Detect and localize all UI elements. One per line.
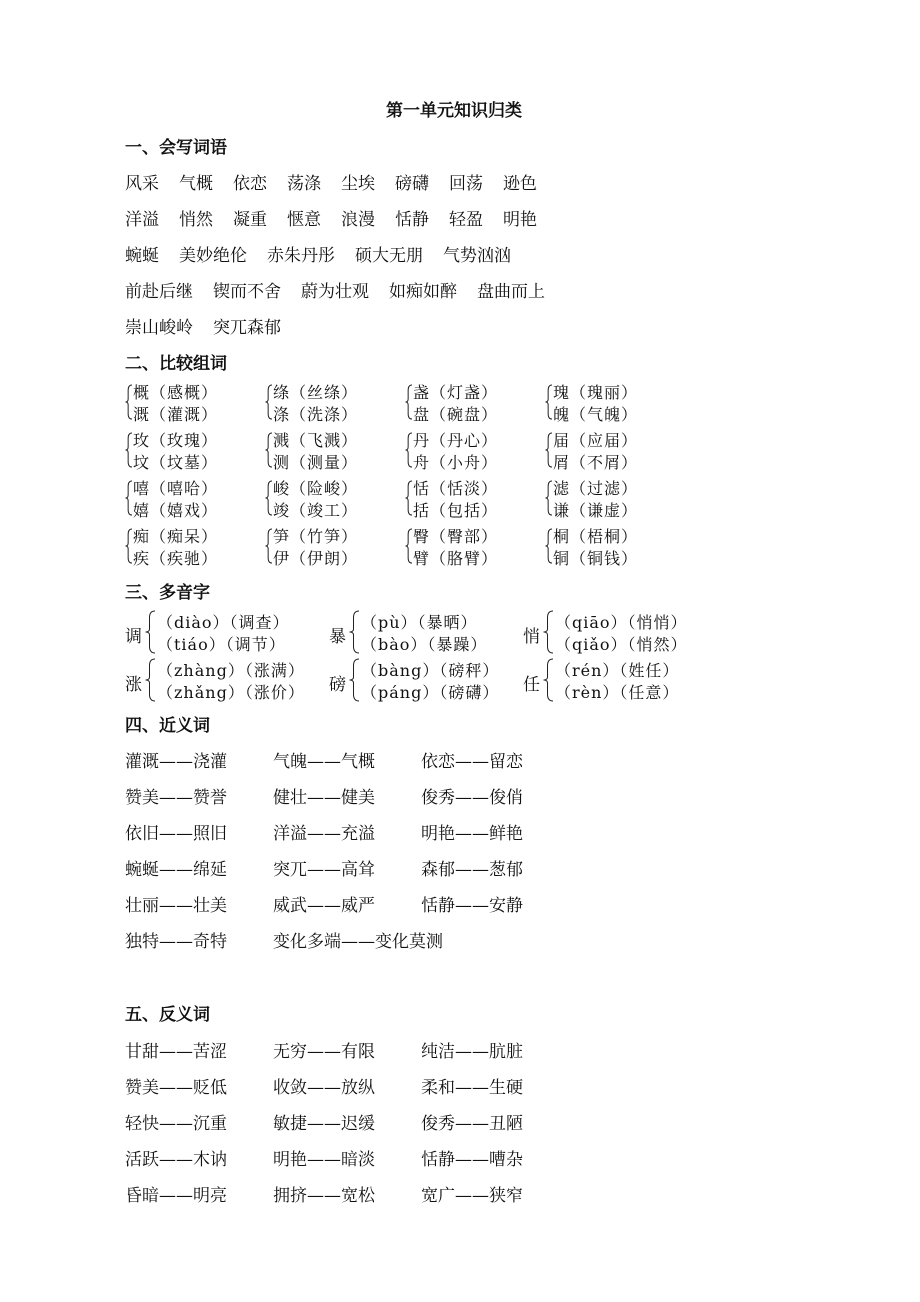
pronunciation-entry: （qiǎo）（悄然） <box>555 635 688 654</box>
pronunciation-entry: （páng）（磅礴） <box>361 683 500 702</box>
word-pair: 无穷——有限 <box>273 1042 375 1062</box>
pair-entry: 舟（小舟） <box>413 453 499 472</box>
word-pair: 蜿蜒——绵延 <box>125 860 227 880</box>
pair-entry: 臂（胳臂） <box>413 549 499 568</box>
vocab-word: 磅礴 <box>395 174 429 194</box>
polyphone-item <box>523 658 713 704</box>
vocab-word: 轻盈 <box>449 210 483 230</box>
polyphone-char: 调 <box>125 627 142 647</box>
char-pair <box>125 428 255 472</box>
word-pair: 灌溉——浇灌 <box>125 752 227 772</box>
pair-entry: 丹（丹心） <box>413 431 499 450</box>
pair-entry: 魄（气魄） <box>553 405 639 424</box>
vocab-line <box>125 205 557 230</box>
brace-icon <box>349 610 359 654</box>
vocab-word: 尘埃 <box>341 174 375 194</box>
pronunciation-entry: （zhàng）（涨满） <box>157 661 305 680</box>
section-heading-4: 四、近义词 <box>125 716 210 736</box>
section-heading-2: 二、比较组词 <box>125 354 227 374</box>
pair-entry: 嬉（嬉戏） <box>133 501 219 520</box>
brace-icon <box>405 528 412 564</box>
page-title: 第一单元知识归类 <box>386 101 522 121</box>
polyphone-char: 悄 <box>523 627 540 647</box>
pair-entry: 括（包括） <box>413 501 499 520</box>
brace-wrap <box>545 480 552 516</box>
pair-entry: 伊（伊朗） <box>273 549 359 568</box>
word-pair: 气魄——气概 <box>273 752 375 772</box>
word-pair: 健壮——健美 <box>273 788 375 808</box>
vocab-word: 依恋 <box>233 174 267 194</box>
section-heading-1: 一、会写词语 <box>125 138 227 158</box>
brace-wrap <box>125 528 132 564</box>
char-pair <box>545 524 675 568</box>
section-heading-3: 三、多音字 <box>125 583 210 603</box>
brace-wrap <box>265 480 272 516</box>
vocab-word: 突兀森郁 <box>213 318 281 338</box>
brace-icon <box>543 610 553 654</box>
polyphone-item <box>329 610 519 656</box>
pair-entry: 溅（飞溅） <box>273 431 359 450</box>
pair-entry: 概（感概） <box>133 383 219 402</box>
vocab-line <box>125 241 531 266</box>
vocab-word: 风采 <box>125 174 159 194</box>
vocab-word: 如痴如醉 <box>389 282 457 302</box>
char-pair <box>545 476 675 520</box>
pair-entry: 盘（碗盘） <box>413 405 499 424</box>
vocab-word: 硕大无朋 <box>355 246 423 266</box>
brace-icon <box>125 480 132 516</box>
word-pair: 恬静——安静 <box>421 896 523 916</box>
brace-icon <box>545 384 552 420</box>
brace-icon <box>125 384 132 420</box>
brace-wrap <box>405 432 412 468</box>
brace-icon <box>545 432 552 468</box>
word-pair: 变化多端——变化莫测 <box>273 932 443 952</box>
pair-entry: 桐（梧桐） <box>553 527 639 546</box>
pair-entry: 涤（洗涤） <box>273 405 359 424</box>
polyphone-char: 暴 <box>329 627 346 647</box>
word-pair: 突兀——高耸 <box>273 860 375 880</box>
pair-entry: 玫（玫瑰） <box>133 431 219 450</box>
brace-wrap <box>405 384 412 420</box>
vocab-word: 蜿蜒 <box>125 246 159 266</box>
word-pair: 依旧——照旧 <box>125 824 227 844</box>
brace-icon <box>265 528 272 564</box>
word-pair: 拥挤——宽松 <box>273 1186 375 1206</box>
brace-wrap <box>349 658 359 702</box>
brace-icon <box>543 658 553 702</box>
pair-entry: 绦（丝绦） <box>273 383 359 402</box>
polyphone-item <box>125 658 315 704</box>
word-pair: 轻快——沉重 <box>125 1114 227 1134</box>
vocab-word: 蔚为壮观 <box>301 282 369 302</box>
brace-wrap <box>265 432 272 468</box>
word-pair: 活跃——木讷 <box>125 1150 227 1170</box>
char-pair <box>265 476 395 520</box>
brace-wrap <box>265 528 272 564</box>
vocab-word: 明艳 <box>503 210 537 230</box>
pair-entry: 臀（臀部） <box>413 527 499 546</box>
word-pair: 纯洁——肮脏 <box>421 1042 523 1062</box>
vocab-word: 崇山峻岭 <box>125 318 193 338</box>
word-pair: 壮丽——壮美 <box>125 896 227 916</box>
brace-icon <box>125 528 132 564</box>
char-pair <box>405 524 535 568</box>
vocab-word: 荡涤 <box>287 174 321 194</box>
word-pair: 明艳——暗淡 <box>273 1150 375 1170</box>
brace-wrap <box>145 610 155 654</box>
pair-entry: 坟（坟墓） <box>133 453 219 472</box>
word-pair: 依恋——留恋 <box>421 752 523 772</box>
pair-entry: 笋（竹笋） <box>273 527 359 546</box>
vocab-word: 洋溢 <box>125 210 159 230</box>
brace-icon <box>145 658 155 702</box>
pair-entry: 铜（铜钱） <box>553 549 639 568</box>
pair-entry: 恬（恬淡） <box>413 479 499 498</box>
pronunciation-entry: （diào）（调查） <box>157 613 290 632</box>
brace-wrap <box>265 384 272 420</box>
vocab-word: 凝重 <box>233 210 267 230</box>
char-pair <box>265 380 395 424</box>
brace-icon <box>265 384 272 420</box>
char-pair <box>125 524 255 568</box>
brace-wrap <box>125 384 132 420</box>
word-pair: 俊秀——俊俏 <box>421 788 523 808</box>
brace-icon <box>349 658 359 702</box>
polyphone-char: 涨 <box>125 675 142 695</box>
word-pair: 明艳——鲜艳 <box>421 824 523 844</box>
word-pair: 赞美——贬低 <box>125 1078 227 1098</box>
char-pair <box>405 380 535 424</box>
brace-wrap <box>545 432 552 468</box>
pair-entry: 溉（灌溉） <box>133 405 219 424</box>
brace-wrap <box>543 658 553 702</box>
brace-wrap <box>145 658 155 702</box>
vocab-word: 恬静 <box>395 210 429 230</box>
polyphone-item <box>125 610 315 656</box>
brace-wrap <box>545 528 552 564</box>
brace-wrap <box>125 432 132 468</box>
char-pair <box>405 428 535 472</box>
brace-wrap <box>405 480 412 516</box>
pronunciation-entry: （bàng）（磅秤） <box>361 661 500 680</box>
pair-entry: 盏（灯盏） <box>413 383 499 402</box>
brace-icon <box>265 432 272 468</box>
vocab-word: 盘曲而上 <box>477 282 545 302</box>
polyphone-char: 任 <box>523 675 540 695</box>
vocab-word: 美妙绝伦 <box>179 246 247 266</box>
pair-entry: 测（测量） <box>273 453 359 472</box>
polyphone-item <box>329 658 519 704</box>
brace-icon <box>545 528 552 564</box>
brace-icon <box>405 384 412 420</box>
brace-icon <box>545 480 552 516</box>
pair-entry: 痴（痴呆） <box>133 527 219 546</box>
brace-wrap <box>125 480 132 516</box>
pronunciation-entry: （rén）（姓任） <box>555 661 680 680</box>
char-pair <box>545 428 675 472</box>
pair-entry: 滤（过滤） <box>553 479 639 498</box>
char-pair <box>125 380 255 424</box>
brace-wrap <box>349 610 359 654</box>
pair-entry: 瑰（瑰丽） <box>553 383 639 402</box>
brace-icon <box>265 480 272 516</box>
pair-entry: 屑（不屑） <box>553 453 639 472</box>
vocab-word: 回荡 <box>449 174 483 194</box>
char-pair <box>545 380 675 424</box>
word-pair: 独特——奇特 <box>125 932 227 952</box>
polyphone-char: 磅 <box>329 675 346 695</box>
char-pair <box>405 476 535 520</box>
word-pair: 甘甜——苦涩 <box>125 1042 227 1062</box>
polyphone-item <box>523 610 713 656</box>
pronunciation-entry: （tiáo）（调节） <box>157 635 286 654</box>
word-pair: 昏暗——明亮 <box>125 1186 227 1206</box>
brace-icon <box>405 432 412 468</box>
pronunciation-entry: （bào）（暴躁） <box>361 635 488 654</box>
vocab-line <box>125 313 301 338</box>
pronunciation-entry: （rèn）（任意） <box>555 683 680 702</box>
word-pair: 威武——威严 <box>273 896 375 916</box>
vocab-word: 气概 <box>179 174 213 194</box>
vocab-word: 锲而不舍 <box>213 282 281 302</box>
brace-icon <box>145 610 155 654</box>
vocab-word: 气势汹汹 <box>443 246 511 266</box>
vocab-line <box>125 169 557 194</box>
brace-wrap <box>405 528 412 564</box>
vocab-word: 前赴后继 <box>125 282 193 302</box>
vocab-word: 浪漫 <box>341 210 375 230</box>
word-pair: 森郁——葱郁 <box>421 860 523 880</box>
pair-entry: 疾（疾驰） <box>133 549 219 568</box>
word-pair: 俊秀——丑陋 <box>421 1114 523 1134</box>
brace-icon <box>125 432 132 468</box>
pair-entry: 届（应届） <box>553 431 639 450</box>
brace-icon <box>405 480 412 516</box>
char-pair <box>125 476 255 520</box>
pair-entry: 竣（竣工） <box>273 501 359 520</box>
word-pair: 宽广——狭窄 <box>421 1186 523 1206</box>
pair-entry: 峻（险峻） <box>273 479 359 498</box>
word-pair: 恬静——嘈杂 <box>421 1150 523 1170</box>
vocab-word: 惬意 <box>287 210 321 230</box>
vocab-line <box>125 277 565 302</box>
pronunciation-entry: （pù）（暴晒） <box>361 613 478 632</box>
vocab-word: 赤朱丹彤 <box>267 246 335 266</box>
vocab-word: 悄然 <box>179 210 213 230</box>
brace-wrap <box>545 384 552 420</box>
pronunciation-entry: （zhǎng）（涨价） <box>157 683 305 702</box>
pair-entry: 谦（谦虚） <box>553 501 639 520</box>
char-pair <box>265 428 395 472</box>
word-pair: 收敛——放纵 <box>273 1078 375 1098</box>
pair-entry: 嘻（嘻哈） <box>133 479 219 498</box>
word-pair: 赞美——赞誉 <box>125 788 227 808</box>
word-pair: 敏捷——迟缓 <box>273 1114 375 1134</box>
word-pair: 洋溢——充溢 <box>273 824 375 844</box>
vocab-word: 逊色 <box>503 174 537 194</box>
section-heading-5: 五、反义词 <box>125 1005 210 1025</box>
char-pair <box>265 524 395 568</box>
pronunciation-entry: （qiāo）（悄悄） <box>555 613 688 632</box>
brace-wrap <box>543 610 553 654</box>
word-pair: 柔和——生硬 <box>421 1078 523 1098</box>
